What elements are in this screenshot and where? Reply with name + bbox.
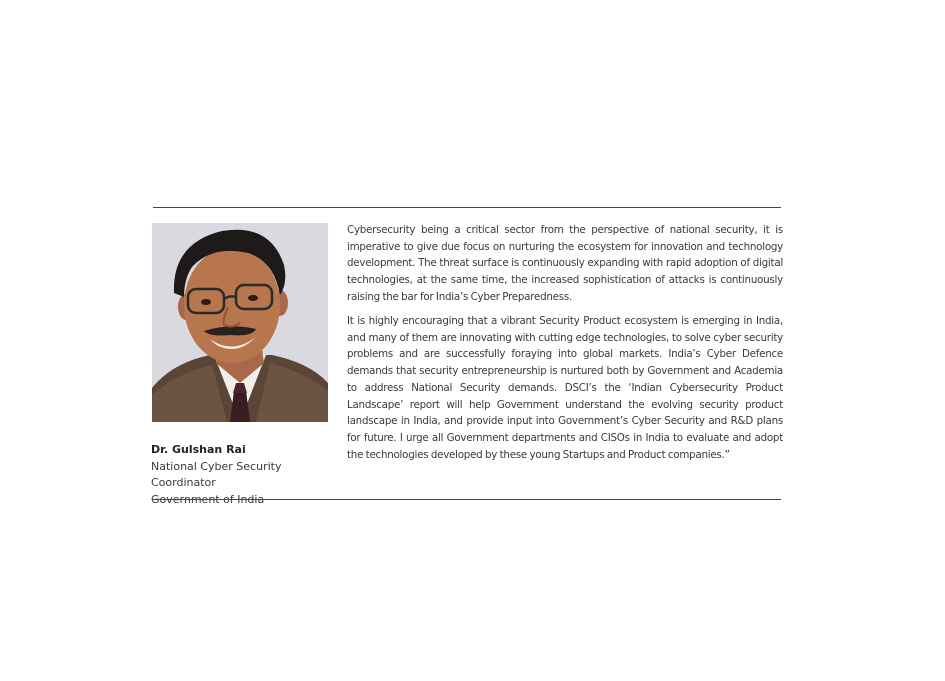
top-divider <box>153 207 781 208</box>
person-organization: Government of India <box>151 492 265 506</box>
bottom-divider <box>153 499 781 500</box>
quote-paragraph-2: It is highly encouraging that a vibrant Security Product ecosystem is emerging in India, and many of them are innovating with cutting edge technologies, to solve cyber security problems and are successfully foraying into global markets. India’s Cyber Defence demands that security entrepreneurship is nurtured both by Government and Academia to address National Security demands. DSCI’s the ‘Indian Cybersecurity Product Landscape’ report will help Government understand the evolving security product landscape in India, and provide input into Government’s Cyber Security and R&D plans for future. I urge all Government departments and CISOs in India to evaluate and adopt the technologies developed by these young Startups and Product companies.” <box>347 315 783 461</box>
portrait-photo <box>152 223 328 422</box>
person-title: National Cyber Security Coordinator <box>151 459 282 489</box>
person-name: Dr. Gulshan Rai <box>151 443 246 456</box>
quote-paragraph-1: Cybersecurity being a critical sector from the perspective of national security, it is imperative to give due focus on nurturing the ecosystem for innovation and technology development. The threat surface is continuously expanding with rapid adoption of digital technologies, at the same time, the increased sophistication of attacks is continuously raising the bar for India’s Cyber Preparedness. <box>347 224 783 303</box>
quote-text <box>347 222 783 471</box>
portrait-illustration <box>152 223 328 422</box>
